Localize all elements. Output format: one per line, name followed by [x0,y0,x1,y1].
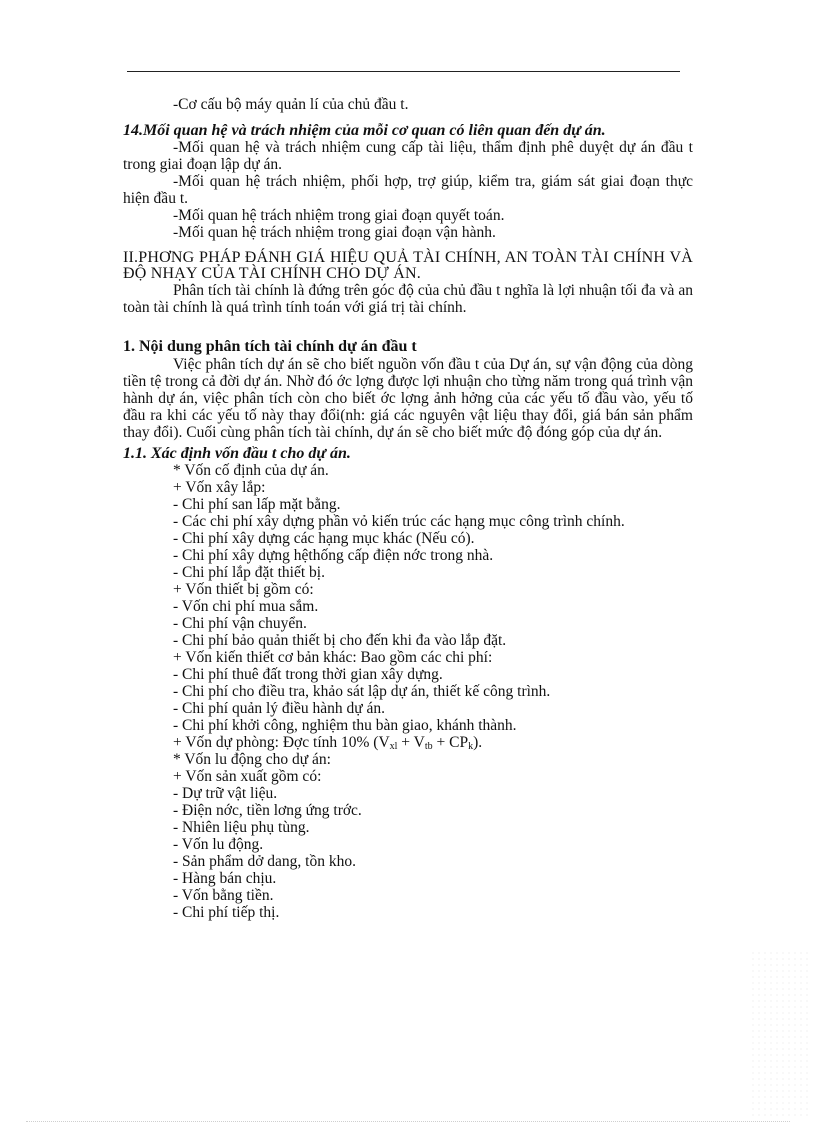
list-item: - Sản phẩm dở dang, tồn kho. [173,853,356,870]
list-item: - Chi phí san lấp mặt bằng. [173,496,341,513]
equipment-capital-line: + Vốn thiết bị gồm có: [173,581,314,598]
construction-capital-line: + Vốn xây lắp: [173,479,266,496]
relation-operation-line: -Mối quan hệ trách nhiệm trong giai đoạn vận hành. [173,224,496,241]
subscript-k: k [468,741,474,752]
footer-rule [26,1121,790,1122]
list-item: - Chi phí bảo quản thiết bị cho đến khi đa vào lắp đặt. [173,632,507,649]
list-item: - Chi phí xây dựng hệthống cấp điện nớc trong nhà. [173,547,494,564]
fixed-capital-line: * Vốn cố định của dự án. [173,462,329,479]
subscript-tb: tb [424,741,433,752]
list-item: - Các chi phí xây dựng phần vỏ kiến trúc các hạng mục công trình chính. [173,513,625,530]
list-item: - Điện nớc, tiền lơng ứng trớc. [173,802,362,819]
reserve-text-plus-v: + V [397,734,425,751]
list-item: - Vốn bằng tiền. [173,887,274,904]
working-capital-line: * Vốn lu động cho dự án: [173,751,331,768]
relation-docs-paragraph: -Mối quan hệ và trách nhiệm cung cấp tài liệu, thẩm định phê duyệt dự án đầu t trong giai đoạn lập dự án. [123,139,693,173]
analysis-content-paragraph: Việc phân tích dự án sẽ cho biết nguồn vốn đầu t của Dự án, sự vận động của dòng tiền tệ trong cả đời dự án. Nhờ đó ớc lợng được lợi nhuận cho từng năm trong quá trình vận hành dự án, việc phân tích còn cho biết ớc lợng ảnh hởng của các yếu tố đầu vào, yếu tố đầu ra khi các yếu tố này thay đổi(nh: giá các nguyên vật liệu thay đổi, giá bán sản phẩm thay đổi). Cuối cùng phân tích tài chính, dự án sẽ cho biết mức độ đóng góp của dự án. [123,356,693,441]
relation-settlement-line: -Mối quan hệ trách nhiệm trong giai đoạn quyết toán. [173,207,505,224]
list-item: - Chi phí cho điều tra, khảo sát lập dự án, thiết kế công trình. [173,683,551,700]
section-1-heading: 1. Nội dung phân tích tài chính dự án đầu t [123,338,417,355]
list-item: - Vốn chi phí mua sắm. [173,598,319,615]
production-capital-line: + Vốn sản xuất gồm có: [173,768,322,785]
section-II-heading: II.PHƠNG PHÁP ĐÁNH GIÁ HIỆU QUẢ TÀI CHÍNH, AN TOÀN TÀI CHÍNH VÀ ĐỘ NHẠY CỦA TÀI CHÍNH CHO DỰ ÁN. [123,249,693,282]
scan-artifact [750,950,810,1120]
subscript-xl: xl [389,741,398,752]
list-item: - Chi phí xây dựng các hạng mục khác (Nếu có). [173,530,475,547]
financial-analysis-intro: Phân tích tài chính là đứng trên góc độ của chủ đầu t nghĩa là lợi nhuận tối đa và an toàn tài chính là quá trình tính toán với giá trị tài chính. [123,282,693,316]
reserve-text-plus-cp: + CP [432,734,469,751]
list-item: - Chi phí lắp đặt thiết bị. [173,564,325,581]
section-14-heading: 14.Mối quan hệ và trách nhiệm của mỗi cơ quan có liên quan đến dự án. [123,122,606,139]
header-rule [127,71,680,72]
list-item: - Chi phí vận chuyển. [173,615,307,632]
list-item: - Nhiên liệu phụ tùng. [173,819,310,836]
document-body [123,96,693,921]
list-item: - Chi phí tiếp thị. [173,904,280,921]
org-structure-line: -Cơ cấu bộ máy quản lí của chủ đầu t. [173,96,409,113]
other-capital-line: + Vốn kiến thiết cơ bản khác: Bao gồm các chi phí: [173,649,493,666]
list-item: - Chi phí khởi công, nghiệm thu bàn giao, khánh thành. [173,717,517,734]
list-item: - Vốn lu động. [173,836,264,853]
list-item: - Chi phí quản lý điều hành dự án. [173,700,386,717]
relation-coordination-paragraph: -Mối quan hệ trách nhiệm, phối hợp, trợ giúp, kiểm tra, giám sát giai đoạn thực hiện đầu t. [123,173,693,207]
list-item: - Dự trữ vật liệu. [173,785,278,802]
reserve-capital-line [123,734,693,751]
list-item: - Hàng bán chịu. [173,870,277,887]
list-item: - Chi phí thuê đất trong thời gian xây dựng. [173,666,443,683]
section-1-1-heading: 1.1. Xác định vốn đầu t cho dự án. [123,445,351,462]
reserve-text: + Vốn dự phòng: Đợc tính 10% (V [173,734,390,751]
reserve-text-end: ). [473,734,483,751]
